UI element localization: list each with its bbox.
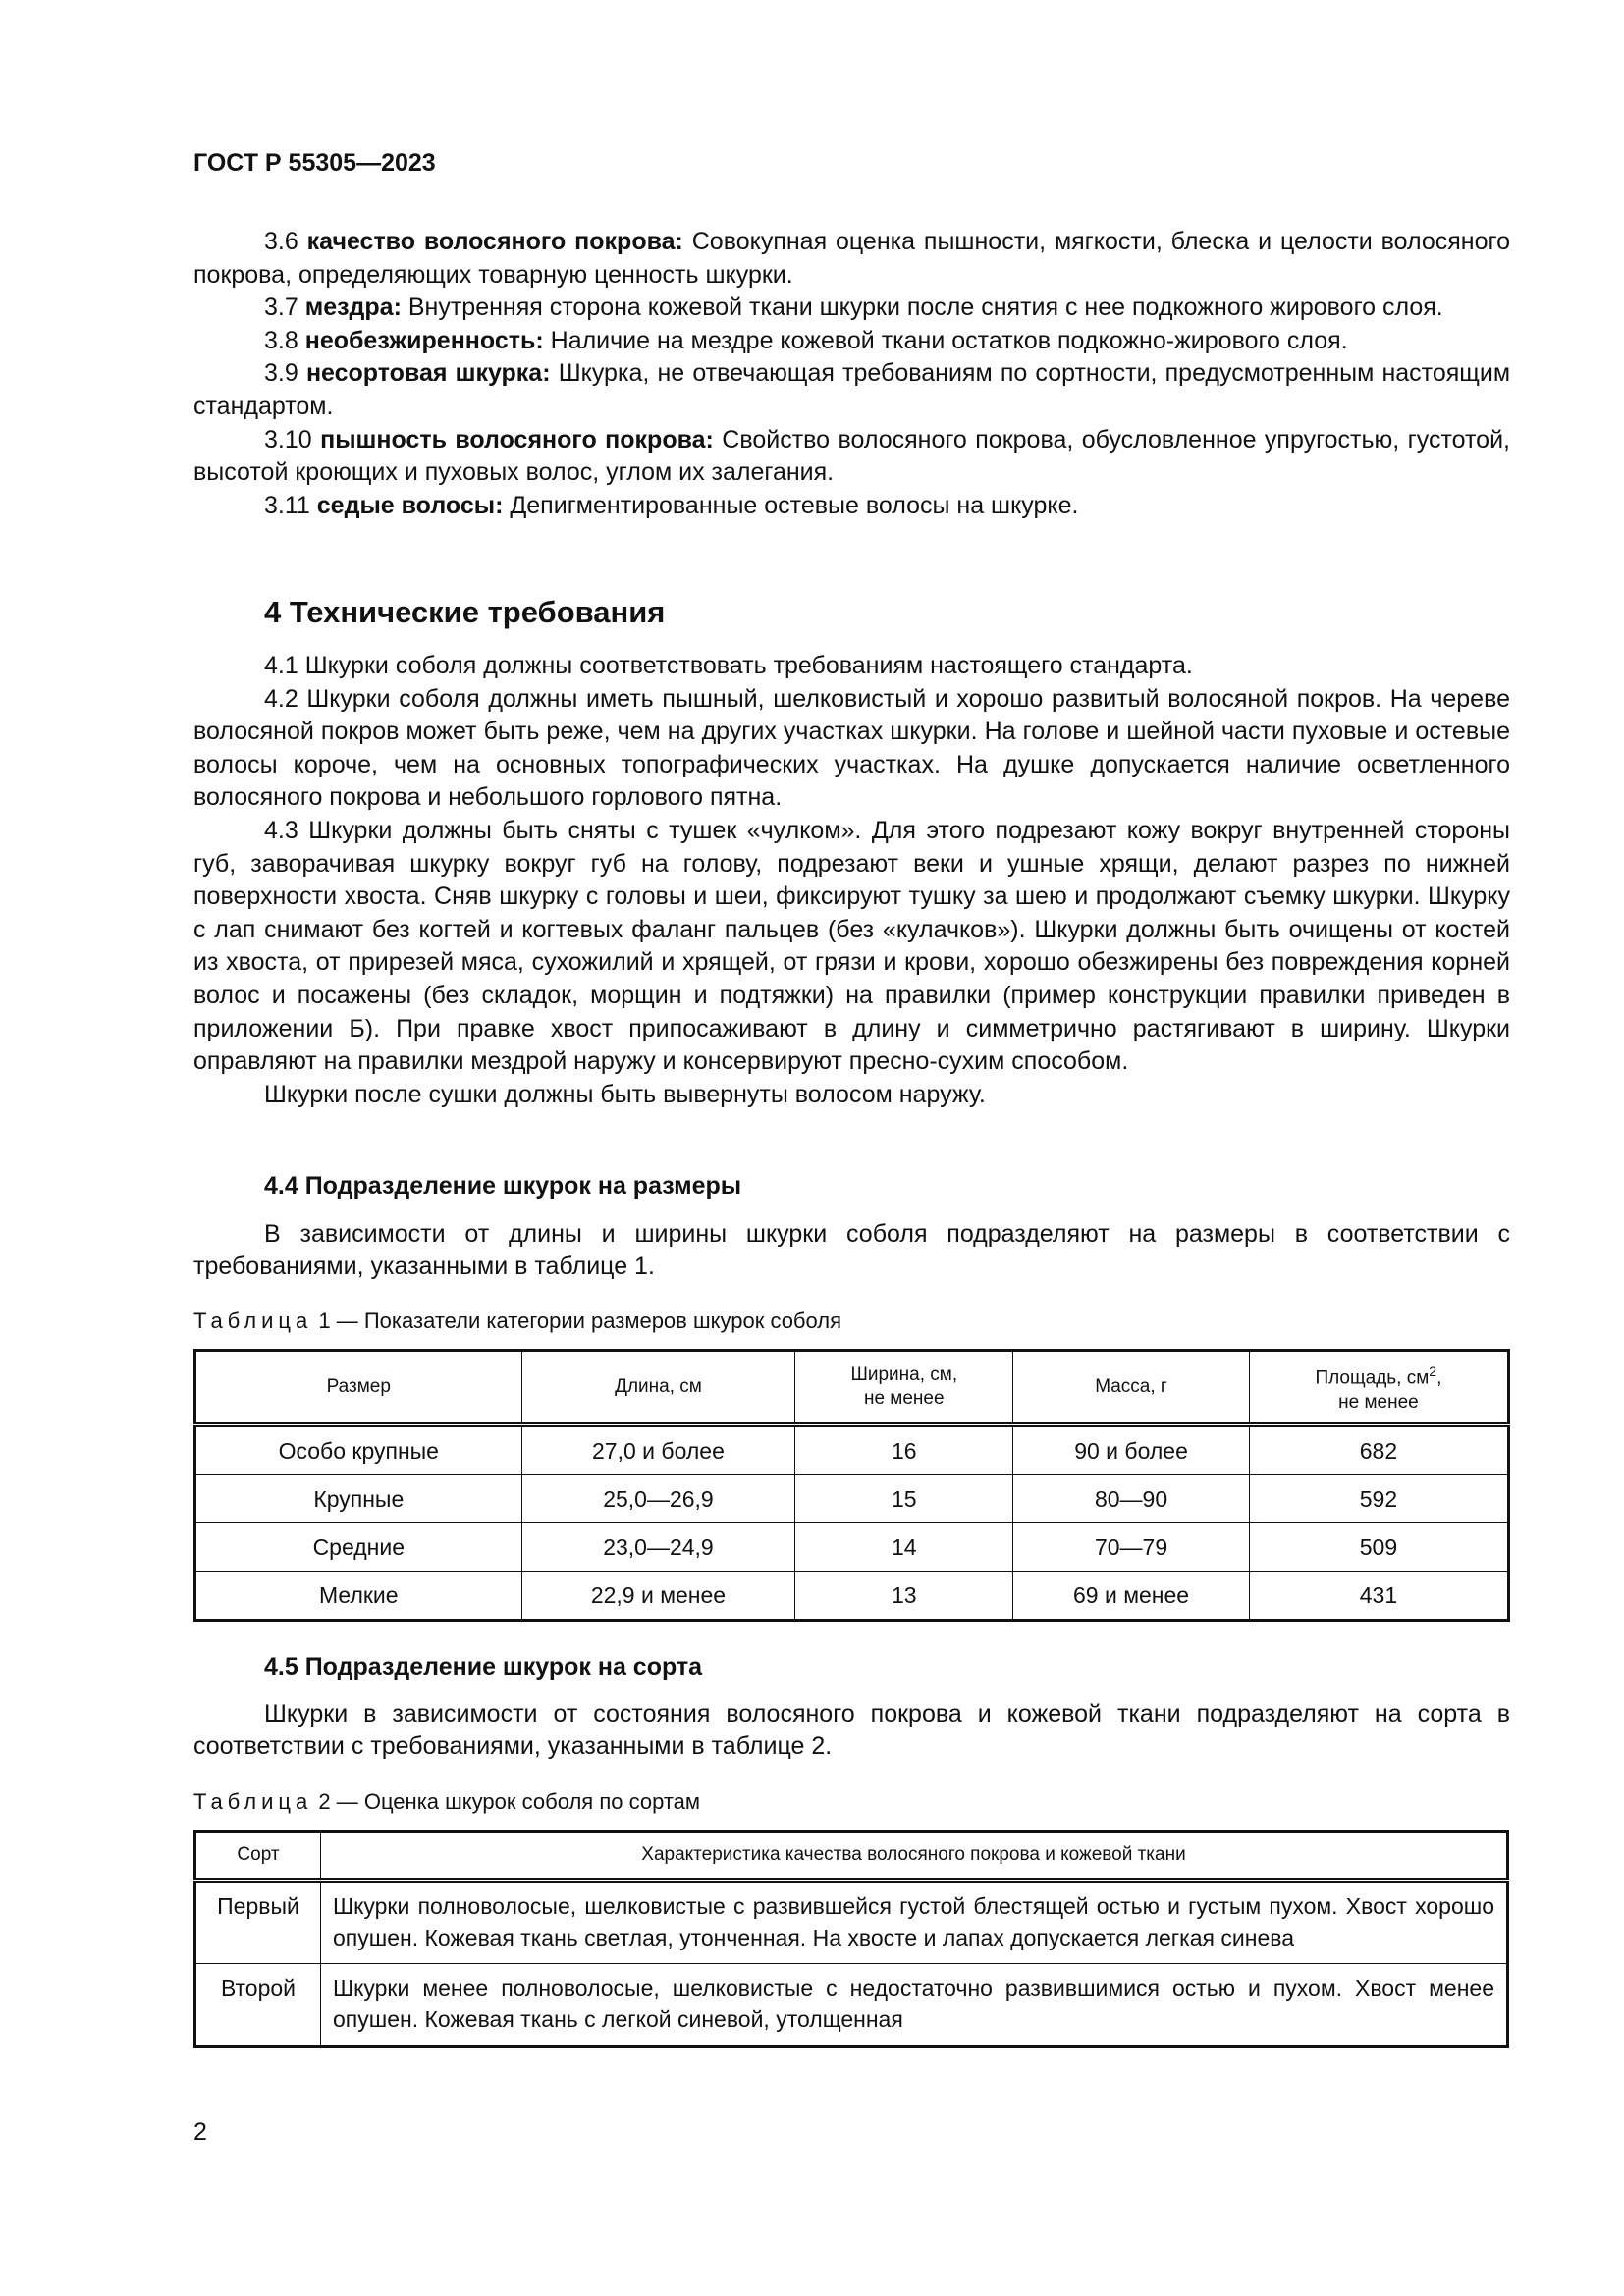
table-row — [195, 1572, 1509, 1621]
cell: 13 — [795, 1572, 1013, 1621]
cell: 25,0—26,9 — [521, 1475, 795, 1523]
cell: 682 — [1249, 1425, 1508, 1475]
definition-num: 3.6 — [264, 228, 298, 255]
definition-text: Депигментированные остевые волосы на шкурке. — [503, 491, 1079, 519]
subsection-title: 4.5 Подразделение шкурок на сорта — [264, 1653, 703, 1681]
table1 — [193, 1349, 1510, 1622]
caption-text: 1 — Показатели категории размеров шкурок соболя — [312, 1308, 842, 1333]
header-cell: Сорт — [195, 1832, 321, 1881]
table-row — [195, 1964, 1508, 2047]
table-header-row — [195, 1351, 1509, 1425]
definition-num: 3.10 — [264, 425, 312, 454]
caption-label: Таблица — [193, 1789, 313, 1814]
header-subtext: не менее — [1338, 1391, 1419, 1413]
definition-term: необезжиренность: — [304, 326, 544, 354]
cell: 22,9 и менее — [521, 1572, 795, 1621]
table-row — [195, 1523, 1509, 1572]
table-header-row — [195, 1832, 1508, 1881]
cell: Средние — [195, 1523, 522, 1572]
table-row — [195, 1425, 1509, 1475]
header-cell: Характеристика качества волосяного покрова и кожевой ткани — [321, 1832, 1508, 1881]
subsection-4-5 — [193, 1651, 1510, 1764]
header-cell — [1249, 1351, 1508, 1425]
definition-num: 3.7 — [264, 294, 298, 322]
document-header: ГОСТ Р 55305—2023 — [193, 149, 436, 177]
cell: 69 и менее — [1013, 1572, 1250, 1621]
header-suffix: , — [1436, 1367, 1442, 1389]
caption-label: Таблица — [193, 1308, 313, 1333]
header-subtext: не менее — [863, 1388, 945, 1409]
cell: Первый — [195, 1881, 321, 1964]
cell: 70—79 — [1013, 1523, 1250, 1572]
definitions-section — [193, 226, 1510, 522]
paragraph-drying: Шкурки после сушки должны быть вывернуты волосом наружу. — [264, 1080, 986, 1108]
definition-term: пышность волосяного покрова: — [320, 425, 714, 454]
subsection-text: В зависимости от длины и ширины шкурки соболя подразделяют на размеры в соответствии с требованиями, указанными в таблице 1. — [193, 1219, 1510, 1281]
cell: 592 — [1249, 1475, 1508, 1523]
definition-num: 3.8 — [264, 326, 298, 354]
section-4 — [193, 593, 1510, 1111]
cell: 16 — [795, 1425, 1013, 1475]
cell: 27,0 и более — [521, 1425, 795, 1475]
definition-term: несортовая шкурка: — [305, 359, 551, 388]
cell: 14 — [795, 1523, 1013, 1572]
cell: Крупные — [195, 1475, 522, 1523]
definition-3-11 — [193, 490, 1510, 523]
page-number: 2 — [193, 2118, 207, 2146]
cell: Второй — [195, 1964, 321, 2047]
caption-text: 2 — Оценка шкурок соболя по сортам — [312, 1789, 701, 1814]
section-title: 4 Технические требования — [264, 595, 666, 629]
definition-3-10 — [193, 424, 1510, 490]
definition-3-8 — [193, 325, 1510, 358]
paragraph-4-3: 4.3 Шкурки должны быть сняты с тушек «чулком». Для этого подрезают кожу вокруг внутренней стороны губ, заворачивая шкурку вокруг губ на голову, подрезают веки и ушные хрящи, делают разрез по нижней поверхности хвоста. Сняв шкурку с головы и шеи, фиксируют тушку за шею и продолжают съемку шкурки. Шкурку с лап снимают без когтей и когтевых фаланг пальцев (без «кулачков»). Шкурки должны быть очищены от костей из хвоста, от прирезей мяса, сухожилий и хрящей, от грязи и крови, хорошо обезжирены без повреждения корней волос и посажены (без складок, морщин и подтяжки) на правилки (пример конструкции правилки приведен в приложении Б). При правке хвост припосаживают в длину и симметрично растягивают в ширину. Шкурки оправляют на правилки мездрой наружу и консервируют пресно-сухим способом. — [193, 816, 1510, 1076]
definition-text: Шкурка, не отвечающая требованиям по сортности, предусмотренным настоящим стандартом. — [193, 359, 1511, 420]
table1-caption — [193, 1307, 1510, 1336]
definition-text: Внутренняя сторона кожевой ткани шкурки после снятия с нее подкожного жирового слоя. — [401, 294, 1443, 322]
cell: Шкурки полноволосые, шелковистые с развившейся густой блестящей остью и густым пухом. Хвост хорошо опушен. Кожевая ткань светлая, утонченная. На хвосте и лапах допускается легкая синева — [321, 1881, 1508, 1964]
table2 — [193, 1830, 1509, 2048]
header-cell: Размер — [195, 1351, 522, 1425]
cell: 80—90 — [1013, 1475, 1250, 1523]
table-row — [195, 1475, 1509, 1523]
cell: Мелкие — [195, 1572, 522, 1621]
definition-3-9 — [193, 357, 1510, 423]
subsection-text: Шкурки в зависимости от состояния волосяного покрова и кожевой ткани подразделяют на сорта в соответствии с требованиями, указанными в таблице 2. — [193, 1699, 1510, 1761]
definition-text: Совокупная оценка пышности, мягкости, блеска и целости волосяного покрова, определяющих товарную ценность шкурки. — [193, 228, 1510, 289]
header-cell: Масса, г — [1013, 1351, 1250, 1425]
definition-num: 3.9 — [264, 359, 298, 388]
header-cell — [795, 1351, 1013, 1425]
cell: 431 — [1249, 1572, 1508, 1621]
subsection-4-4 — [193, 1170, 1510, 1284]
table-row — [195, 1881, 1508, 1964]
definition-term: качество волосяного покрова: — [306, 228, 683, 255]
header-sup: 2 — [1429, 1363, 1437, 1380]
header-text: Площадь, см — [1315, 1367, 1430, 1389]
definition-term: мездра: — [304, 294, 402, 322]
definition-3-6 — [193, 226, 1510, 292]
subsection-title: 4.4 Подразделение шкурок на размеры — [264, 1172, 742, 1200]
cell: Особо крупные — [195, 1425, 522, 1475]
definition-term: седые волосы: — [316, 491, 504, 519]
cell: 509 — [1249, 1523, 1508, 1572]
cell: 15 — [795, 1475, 1013, 1523]
cell: 90 и более — [1013, 1425, 1250, 1475]
header-cell: Длина, см — [521, 1351, 795, 1425]
paragraph-4-1: 4.1 Шкурки соболя должны соответствовать требованиям настоящего стандарта. — [264, 652, 1193, 679]
paragraph-4-2: 4.2 Шкурки соболя должны иметь пышный, шелковистый и хорошо развитый волосяной покров. На череве волосяной покров может быть реже, чем на других участках шкурки. На голове и шейной части пуховые и остевые волосы короче, чем на основных топографических участках. На душке допускается наличие осветленного волосяного покрова и небольшого горлового пятна. — [193, 684, 1510, 812]
cell: Шкурки менее полноволосые, шелковистые с недостаточно развившимися остью и пухом. Хвост менее опушен. Кожевая ткань с легкой синевой, утолщенная — [321, 1964, 1508, 2047]
table2-caption — [193, 1788, 1510, 1817]
definition-text: Наличие на мездре кожевой ткани остатков подкожно-жирового слоя. — [543, 326, 1348, 354]
definition-num: 3.11 — [264, 491, 310, 519]
cell: 23,0—24,9 — [521, 1523, 795, 1572]
header-text: Ширина, см, — [850, 1364, 958, 1385]
definition-text: Свойство волосяного покрова, обусловленное упругостью, густотой, высотой кроющих и пуховых волос, углом их залегания. — [193, 425, 1510, 487]
definition-3-7 — [193, 292, 1510, 325]
